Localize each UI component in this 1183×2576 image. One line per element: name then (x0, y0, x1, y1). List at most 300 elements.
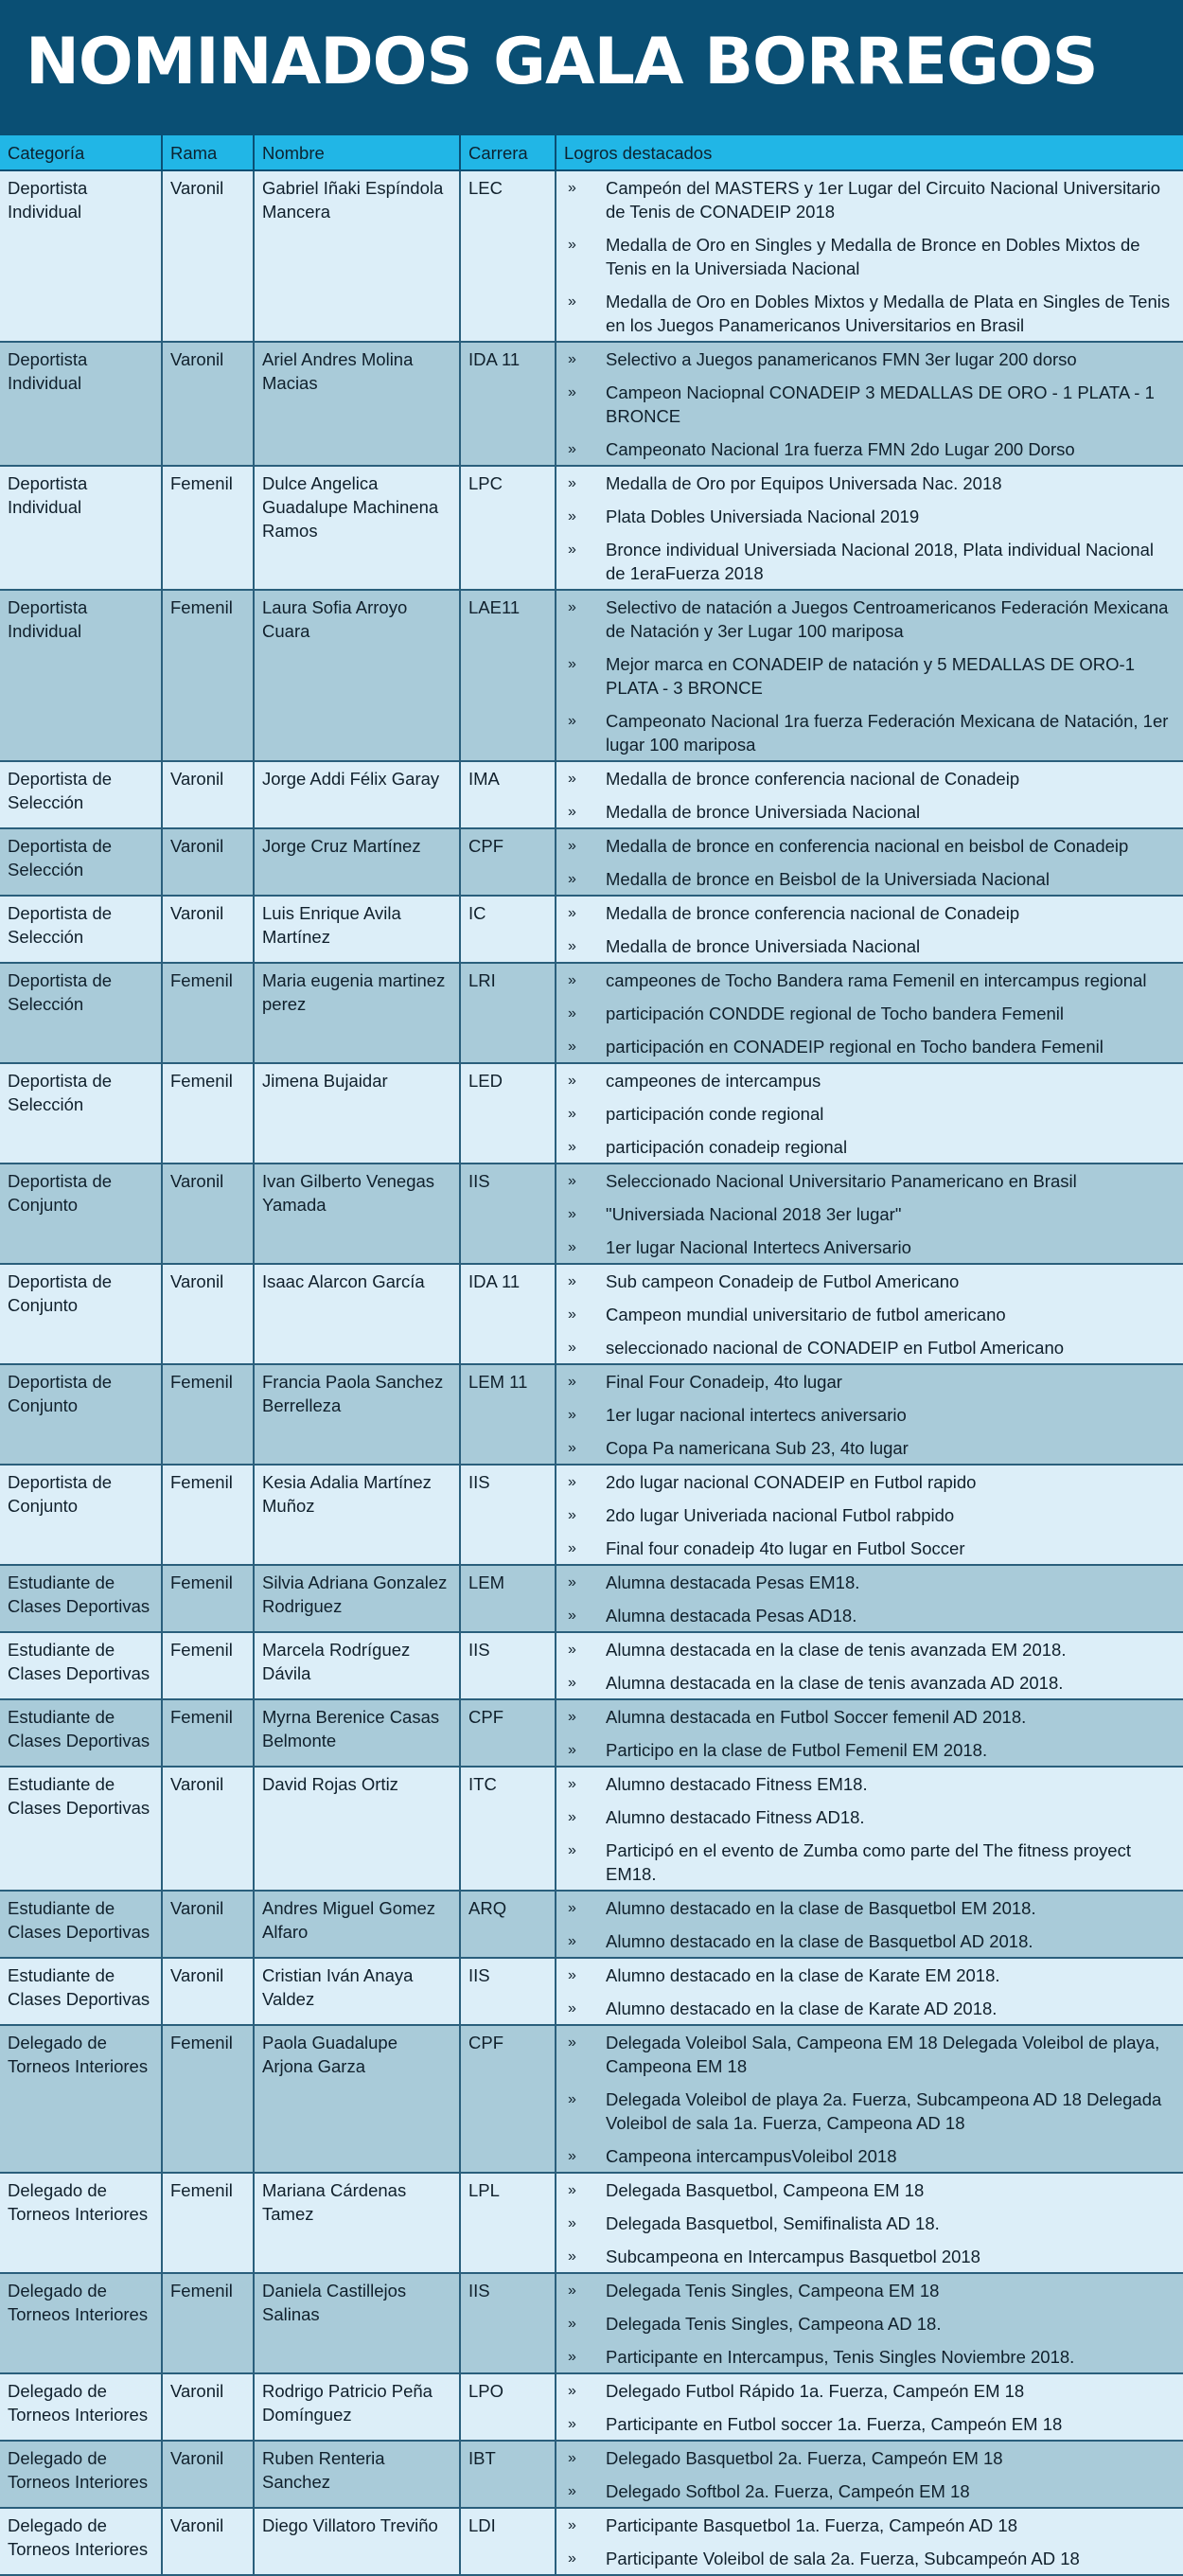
table-row (0, 1565, 1183, 1632)
cell-nombre: Ariel Andres Molina Macias (254, 342, 460, 466)
bullet-icon: » (568, 1139, 576, 1155)
achievement-text: Alumno destacado Fitness AD18. (606, 1807, 865, 1827)
bullet-icon: » (568, 1776, 576, 1792)
achievement-item (564, 1604, 1175, 1627)
bullet-icon: » (568, 2034, 576, 2051)
nominees-table-wrapper (0, 135, 1183, 2576)
bullet-icon: » (568, 1675, 576, 1691)
cell-rama: Femenil (162, 2273, 254, 2373)
bullet-icon: » (568, 1306, 576, 1323)
cell-rama: Femenil (162, 1632, 254, 1699)
bullet-icon: » (568, 2483, 576, 2499)
achievement-item (564, 505, 1175, 528)
achievement-item (564, 1705, 1175, 1729)
achievement-text: Selectivo a Juegos panamericanos FMN 3er lugar 200 dorso (606, 349, 1077, 369)
achievement-text: Campeon Naciopnal CONADEIP 3 MEDALLAS DE ORO - 1 PLATA - 1 BRONCE (606, 382, 1155, 426)
achievement-item (564, 2312, 1175, 2336)
cell-nombre: Andres Miguel Gomez Alfaro (254, 1891, 460, 1958)
achievement-text: Delegada Tenis Singles, Campeona AD 18. (606, 2314, 942, 2334)
achievement-list (564, 595, 1175, 756)
achievement-text: Delegado Basquetbol 2a. Fuerza, Campeón EM 18 (606, 2448, 1003, 2468)
cell-nombre: Mariana Cárdenas Tamez (254, 2173, 460, 2273)
bullet-icon: » (568, 2349, 576, 2365)
table-row (0, 1264, 1183, 1364)
achievement-list (564, 1470, 1175, 1560)
cell-carrera: CPF (460, 2025, 556, 2173)
cell-logros (556, 1164, 1183, 1264)
achievement-list (564, 968, 1175, 1058)
achievement-text: Medalla de Oro en Dobles Mixtos y Medalla de Plata en Singles de Tenis en los Juegos Panamericanos Universitarios en Brasil (606, 292, 1171, 335)
achievement-item (564, 1436, 1175, 1460)
cell-carrera: LEM 11 (460, 1364, 556, 1465)
cell-carrera: IDA 11 (460, 342, 556, 466)
achievement-text: Medalla de Oro por Equipos Universada Nac. 2018 (606, 473, 1002, 493)
cell-logros (556, 1264, 1183, 1364)
achievement-text: Medalla de bronce conferencia nacional de Conadeip (606, 903, 1020, 923)
bullet-icon: » (568, 441, 576, 457)
cell-rama: Varonil (162, 342, 254, 466)
cell-categoria: Deportista Individual (0, 170, 162, 342)
cell-nombre: Rodrigo Patricio Peña Domínguez (254, 2373, 460, 2441)
achievement-text: Subcampeona en Intercampus Basquetbol 2018 (606, 2247, 980, 2266)
achievement-item (564, 934, 1175, 958)
cell-nombre: Daniela Castillejos Salinas (254, 2273, 460, 2373)
achievement-list (564, 2379, 1175, 2436)
achievement-item (564, 1738, 1175, 1762)
bullet-icon: » (568, 542, 576, 558)
achievement-item (564, 1963, 1175, 1987)
bullet-icon: » (568, 180, 576, 196)
bullet-icon: » (568, 1642, 576, 1658)
cell-nombre: Kesia Adalia Martínez Muñoz (254, 1465, 460, 1565)
achievement-text: Delegado Futbol Rápido 1a. Fuerza, Campeón EM 18 (606, 2381, 1025, 2401)
achievement-item (564, 1997, 1175, 2020)
cell-categoria: Estudiante de Clases Deportivas (0, 1891, 162, 1958)
achievement-list (564, 2514, 1175, 2570)
achievement-text: Selectivo de natación a Juegos Centroamericanos Federación Mexicana de Natación y 3er Lugar 100 mariposa (606, 597, 1169, 641)
cell-carrera: ARQ (460, 1891, 556, 1958)
achievement-item (564, 595, 1175, 643)
achievement-item (564, 1403, 1175, 1427)
achievement-text: seleccionado nacional de CONADEIP en Futbol Americano (606, 1338, 1065, 1358)
bullet-icon: » (568, 2517, 576, 2533)
bullet-icon: » (568, 838, 576, 854)
achievement-text: 1er lugar nacional intertecs aniversario (606, 1405, 907, 1425)
cell-nombre: Laura Sofia Arroyo Cuara (254, 590, 460, 761)
title-banner (0, 0, 1183, 135)
cell-nombre: Maria eugenia martinez perez (254, 963, 460, 1063)
achievement-list (564, 767, 1175, 824)
achievement-item (564, 2479, 1175, 2503)
bullet-icon: » (568, 2215, 576, 2231)
achievement-text: Sub campeon Conadeip de Futbol Americano (606, 1271, 960, 1291)
cell-logros (556, 2373, 1183, 2441)
bullet-icon: » (568, 1173, 576, 1189)
bullet-icon: » (568, 1374, 576, 1390)
bullet-icon: » (568, 1440, 576, 1456)
achievement-item (564, 1069, 1175, 1093)
bullet-icon: » (568, 2316, 576, 2332)
cell-logros (556, 1565, 1183, 1632)
bullet-icon: » (568, 1039, 576, 1055)
achievement-item (564, 2178, 1175, 2202)
achievement-text: Delegado Softbol 2a. Fuerza, Campeón EM 18 (606, 2481, 970, 2501)
cell-categoria: Delegado de Torneos Interiores (0, 2373, 162, 2441)
cell-rama: Varonil (162, 2441, 254, 2508)
achievement-text: participación en CONADEIP regional en Tocho bandera Femenil (606, 1037, 1104, 1057)
achievement-text: Medalla de bronce en conferencia nacional en beisbol de Conadeip (606, 836, 1129, 856)
cell-logros (556, 590, 1183, 761)
cell-nombre: Myrna Berenice Casas Belmonte (254, 1699, 460, 1767)
bullet-icon: » (568, 1507, 576, 1523)
table-row (0, 1891, 1183, 1958)
achievement-item (564, 2345, 1175, 2369)
cell-rama: Varonil (162, 896, 254, 963)
achievement-text: Campeon mundial universitario de futbol americano (606, 1305, 1006, 1324)
achievement-item (564, 1470, 1175, 1494)
table-row (0, 342, 1183, 466)
table-row (0, 1063, 1183, 1164)
cell-rama: Femenil (162, 1699, 254, 1767)
cell-categoria: Estudiante de Clases Deportivas (0, 1632, 162, 1699)
achievement-item (564, 2446, 1175, 2470)
cell-logros (556, 1364, 1183, 1465)
bullet-icon: » (568, 804, 576, 820)
cell-rama: Varonil (162, 1767, 254, 1891)
achievement-text: Alumno destacado Fitness EM18. (606, 1774, 868, 1794)
achievement-text: Participante en Futbol soccer 1a. Fuerza, Campeón EM 18 (606, 2414, 1063, 2434)
cell-logros (556, 828, 1183, 896)
cell-rama: Femenil (162, 1565, 254, 1632)
achievement-text: participación CONDDE regional de Tocho bandera Femenil (606, 1004, 1064, 1023)
table-row (0, 466, 1183, 590)
achievement-text: "Universiada Nacional 2018 3er lugar" (606, 1204, 902, 1224)
achievement-list (564, 2279, 1175, 2369)
bullet-icon: » (568, 771, 576, 787)
achievement-list (564, 2031, 1175, 2168)
achievement-item (564, 538, 1175, 585)
cell-logros (556, 1767, 1183, 1891)
bullet-icon: » (568, 1340, 576, 1356)
cell-categoria: Delegado de Torneos Interiores (0, 2441, 162, 2508)
cell-carrera: LEM (460, 1565, 556, 1632)
cell-categoria: Deportista de Selección (0, 1063, 162, 1164)
achievement-text: participación conadeip regional (606, 1137, 848, 1157)
cell-logros (556, 1699, 1183, 1767)
nominees-table (0, 135, 1183, 2576)
achievement-item (564, 176, 1175, 223)
cell-logros (556, 2173, 1183, 2273)
achievement-list (564, 471, 1175, 585)
achievement-list (564, 1571, 1175, 1627)
cell-categoria: Deportista Individual (0, 590, 162, 761)
table-row (0, 2441, 1183, 2508)
achievement-item (564, 2245, 1175, 2268)
cell-logros (556, 2441, 1183, 2508)
achievement-item (564, 2087, 1175, 2135)
achievement-item (564, 2379, 1175, 2403)
cell-categoria: Delegado de Torneos Interiores (0, 2173, 162, 2273)
cell-nombre: Paola Guadalupe Arjona Garza (254, 2025, 460, 2173)
achievement-text: Campeón del MASTERS y 1er Lugar del Circuito Nacional Universitario de Tenis de CONADEIP 2018 (606, 178, 1161, 222)
achievement-text: Campeonato Nacional 1ra fuerza FMN 2do Lugar 200 Dorso (606, 439, 1075, 459)
achievement-text: Campeonato Nacional 1ra fuerza Federación Mexicana de Natación, 1er lugar 100 mariposa (606, 711, 1169, 755)
achievement-text: Medalla de bronce conferencia nacional de Conadeip (606, 769, 1020, 789)
achievement-item (564, 867, 1175, 891)
achievement-item (564, 1336, 1175, 1359)
cell-rama: Varonil (162, 1891, 254, 1958)
cell-nombre: Ivan Gilberto Venegas Yamada (254, 1164, 460, 1264)
cell-carrera: IIS (460, 1958, 556, 2025)
bullet-icon: » (568, 1474, 576, 1490)
achievement-item (564, 1839, 1175, 1886)
cell-nombre: Dulce Angelica Guadalupe Machinena Ramos (254, 466, 460, 590)
column-header-carrera: Carrera (460, 135, 556, 170)
bullet-icon: » (568, 2248, 576, 2265)
cell-nombre: Jorge Cruz Martínez (254, 828, 460, 896)
table-row (0, 2508, 1183, 2575)
achievement-list (564, 1638, 1175, 1695)
achievement-text: Bronce individual Universiada Nacional 2018, Plata individual Nacional de 1eraFuerza 2018 (606, 540, 1154, 583)
table-row (0, 2025, 1183, 2173)
achievement-text: Mejor marca en CONADEIP de natación y 5 MEDALLAS DE ORO-1 PLATA - 3 BRONCE (606, 654, 1135, 698)
cell-categoria: Deportista de Conjunto (0, 1164, 162, 1264)
achievement-text: Medalla de bronce Universiada Nacional (606, 802, 921, 822)
achievement-list (564, 1772, 1175, 1886)
cell-carrera: LPC (460, 466, 556, 590)
cell-nombre: Ruben Renteria Sanchez (254, 2441, 460, 2508)
cell-nombre: Jimena Bujaidar (254, 1063, 460, 1164)
achievement-text: Alumna destacada en la clase de tenis avanzada EM 2018. (606, 1640, 1067, 1660)
column-header-nombre: Nombre (254, 135, 460, 170)
cell-carrera: LED (460, 1063, 556, 1164)
column-header-categoria: Categoría (0, 135, 162, 170)
bullet-icon: » (568, 1540, 576, 1556)
bullet-icon: » (568, 1709, 576, 1725)
achievement-list (564, 347, 1175, 461)
column-header-rama: Rama (162, 135, 254, 170)
achievement-text: Participó en el evento de Zumba como parte del The fitness proyect EM18. (606, 1840, 1131, 1884)
achievement-list (564, 2178, 1175, 2268)
achievement-item (564, 901, 1175, 925)
achievement-item (564, 1772, 1175, 1796)
achievement-item (564, 709, 1175, 756)
cell-logros (556, 1063, 1183, 1164)
table-body (0, 170, 1183, 2575)
achievement-item (564, 1638, 1175, 1661)
achievement-item (564, 2279, 1175, 2302)
cell-logros (556, 2025, 1183, 2173)
achievement-item (564, 1303, 1175, 1326)
achievement-text: campeones de intercampus (606, 1071, 821, 1091)
cell-nombre: Jorge Addi Félix Garay (254, 761, 460, 828)
bullet-icon: » (568, 938, 576, 954)
achievement-list (564, 1705, 1175, 1762)
cell-logros (556, 2508, 1183, 2575)
cell-nombre: Luis Enrique Avila Martínez (254, 896, 460, 963)
bullet-icon: » (568, 2383, 576, 2399)
achievement-list (564, 834, 1175, 891)
achievement-text: Alumna destacada en la clase de tenis avanzada AD 2018. (606, 1673, 1064, 1693)
achievement-list (564, 1270, 1175, 1359)
achievement-item (564, 437, 1175, 461)
cell-logros (556, 342, 1183, 466)
cell-logros (556, 1465, 1183, 1565)
cell-logros (556, 1632, 1183, 1699)
cell-carrera: CPF (460, 828, 556, 896)
cell-carrera: LDI (460, 2508, 556, 2575)
cell-categoria: Delegado de Torneos Interiores (0, 2025, 162, 2173)
cell-carrera: IIS (460, 1465, 556, 1565)
cell-categoria: Estudiante de Clases Deportivas (0, 1767, 162, 1891)
cell-categoria: Delegado de Torneos Interiores (0, 2273, 162, 2373)
cell-rama: Femenil (162, 1063, 254, 1164)
cell-logros (556, 1958, 1183, 2025)
achievement-text: Copa Pa namericana Sub 23, 4to lugar (606, 1438, 909, 1458)
cell-carrera: LPL (460, 2173, 556, 2273)
table-row (0, 1767, 1183, 1891)
bullet-icon: » (568, 1273, 576, 1289)
cell-nombre: David Rojas Ortiz (254, 1767, 460, 1891)
achievement-item (564, 2514, 1175, 2537)
achievement-item (564, 1571, 1175, 1594)
table-row (0, 761, 1183, 828)
achievement-text: Delegada Voleibol de playa 2a. Fuerza, Subcampeona AD 18 Delegada Voleibol de sala 1a. Fuerza, Campeona AD 18 (606, 2089, 1162, 2133)
cell-rama: Femenil (162, 1465, 254, 1565)
cell-rama: Femenil (162, 590, 254, 761)
achievement-item (564, 347, 1175, 371)
achievement-item (564, 834, 1175, 858)
bullet-icon: » (568, 351, 576, 367)
cell-carrera: LRI (460, 963, 556, 1063)
achievement-text: campeones de Tocho Bandera rama Femenil en intercampus regional (606, 970, 1147, 990)
achievement-text: Plata Dobles Universiada Nacional 2019 (606, 506, 920, 526)
cell-categoria: Deportista de Selección (0, 896, 162, 963)
achievement-text: Final four conadeip 4to lugar en Futbol Soccer (606, 1538, 965, 1558)
bullet-icon: » (568, 2416, 576, 2432)
cell-rama: Femenil (162, 1364, 254, 1465)
achievement-text: Medalla de bronce Universiada Nacional (606, 936, 921, 956)
bullet-icon: » (568, 2450, 576, 2466)
cell-categoria: Estudiante de Clases Deportivas (0, 1699, 162, 1767)
achievement-text: Delegada Basquetbol, Campeona EM 18 (606, 2180, 925, 2200)
cell-rama: Varonil (162, 2373, 254, 2441)
table-header (0, 135, 1183, 170)
bullet-icon: » (568, 475, 576, 491)
table-row (0, 2273, 1183, 2373)
achievement-list (564, 1963, 1175, 2020)
bullet-icon: » (568, 2148, 576, 2164)
bullet-icon: » (568, 2550, 576, 2567)
cell-rama: Varonil (162, 170, 254, 342)
achievement-text: Alumno destacado en la clase de Karate EM 2018. (606, 1965, 1000, 1985)
table-row (0, 2173, 1183, 2273)
achievement-text: 2do lugar Univeriada nacional Futbol rabpido (606, 1505, 955, 1525)
bullet-icon: » (568, 972, 576, 988)
table-row (0, 170, 1183, 342)
bullet-icon: » (568, 1106, 576, 1122)
achievement-item (564, 2212, 1175, 2235)
bullet-icon: » (568, 237, 576, 253)
cell-logros (556, 1891, 1183, 1958)
achievement-list (564, 901, 1175, 958)
achievement-item (564, 1035, 1175, 1058)
achievement-item (564, 1537, 1175, 1560)
bullet-icon: » (568, 1933, 576, 1949)
cell-carrera: LEC (460, 170, 556, 342)
achievement-text: Medalla de bronce en Beisbol de la Universiada Nacional (606, 869, 1050, 889)
achievement-item (564, 2547, 1175, 2570)
achievement-item (564, 1002, 1175, 1025)
bullet-icon: » (568, 713, 576, 729)
cell-carrera: IIS (460, 2273, 556, 2373)
cell-rama: Varonil (162, 761, 254, 828)
cell-categoria: Deportista Individual (0, 342, 162, 466)
achievement-text: Alumno destacado en la clase de Basquetbol AD 2018. (606, 1931, 1033, 1951)
achievement-text: Seleccionado Nacional Universitario Panamericano en Brasil (606, 1171, 1077, 1191)
cell-categoria: Deportista de Selección (0, 761, 162, 828)
bullet-icon: » (568, 2283, 576, 2299)
cell-categoria: Deportista de Conjunto (0, 1465, 162, 1565)
cell-rama: Femenil (162, 2025, 254, 2173)
achievement-item (564, 290, 1175, 337)
achievement-text: Participo en la clase de Futbol Femenil EM 2018. (606, 1740, 988, 1760)
cell-logros (556, 466, 1183, 590)
bullet-icon: » (568, 508, 576, 524)
header-row (0, 135, 1183, 170)
column-header-logros: Logros destacados (556, 135, 1183, 170)
achievement-item (564, 2144, 1175, 2168)
cell-categoria: Estudiante de Clases Deportivas (0, 1565, 162, 1632)
achievement-item (564, 652, 1175, 700)
table-row (0, 590, 1183, 761)
bullet-icon: » (568, 2091, 576, 2107)
achievement-item (564, 1671, 1175, 1695)
bullet-icon: » (568, 1900, 576, 1916)
cell-categoria: Deportista de Conjunto (0, 1264, 162, 1364)
achievement-item (564, 2412, 1175, 2436)
bullet-icon: » (568, 2000, 576, 2016)
achievement-item (564, 1169, 1175, 1193)
table-row (0, 1699, 1183, 1767)
achievement-list (564, 1370, 1175, 1460)
achievement-item (564, 1929, 1175, 1953)
table-row (0, 896, 1183, 963)
cell-rama: Varonil (162, 2508, 254, 2575)
achievement-item (564, 800, 1175, 824)
table-row (0, 1465, 1183, 1565)
achievement-item (564, 1202, 1175, 1226)
achievement-text: Medalla de Oro en Singles y Medalla de Bronce en Dobles Mixtos de Tenis en la Universiada Nacional (606, 235, 1140, 278)
cell-rama: Femenil (162, 963, 254, 1063)
bullet-icon: » (568, 1206, 576, 1222)
cell-carrera: LAE11 (460, 590, 556, 761)
achievement-item (564, 1235, 1175, 1259)
achievement-text: Delegada Basquetbol, Semifinalista AD 18. (606, 2213, 940, 2233)
achievement-item (564, 471, 1175, 495)
cell-carrera: IIS (460, 1632, 556, 1699)
achievement-text: Alumno destacado en la clase de Karate AD 2018. (606, 1999, 998, 2018)
achievement-item (564, 233, 1175, 280)
page-title: NOMINADOS GALA BORREGOS (26, 25, 1098, 99)
table-row (0, 1632, 1183, 1699)
achievement-item (564, 1805, 1175, 1829)
achievement-text: Participante Basquetbol 1a. Fuerza, Campeón AD 18 (606, 2515, 1018, 2535)
cell-categoria: Estudiante de Clases Deportivas (0, 1958, 162, 2025)
cell-categoria: Deportista de Conjunto (0, 1364, 162, 1465)
achievement-item (564, 1370, 1175, 1394)
cell-categoria: Deportista de Selección (0, 963, 162, 1063)
